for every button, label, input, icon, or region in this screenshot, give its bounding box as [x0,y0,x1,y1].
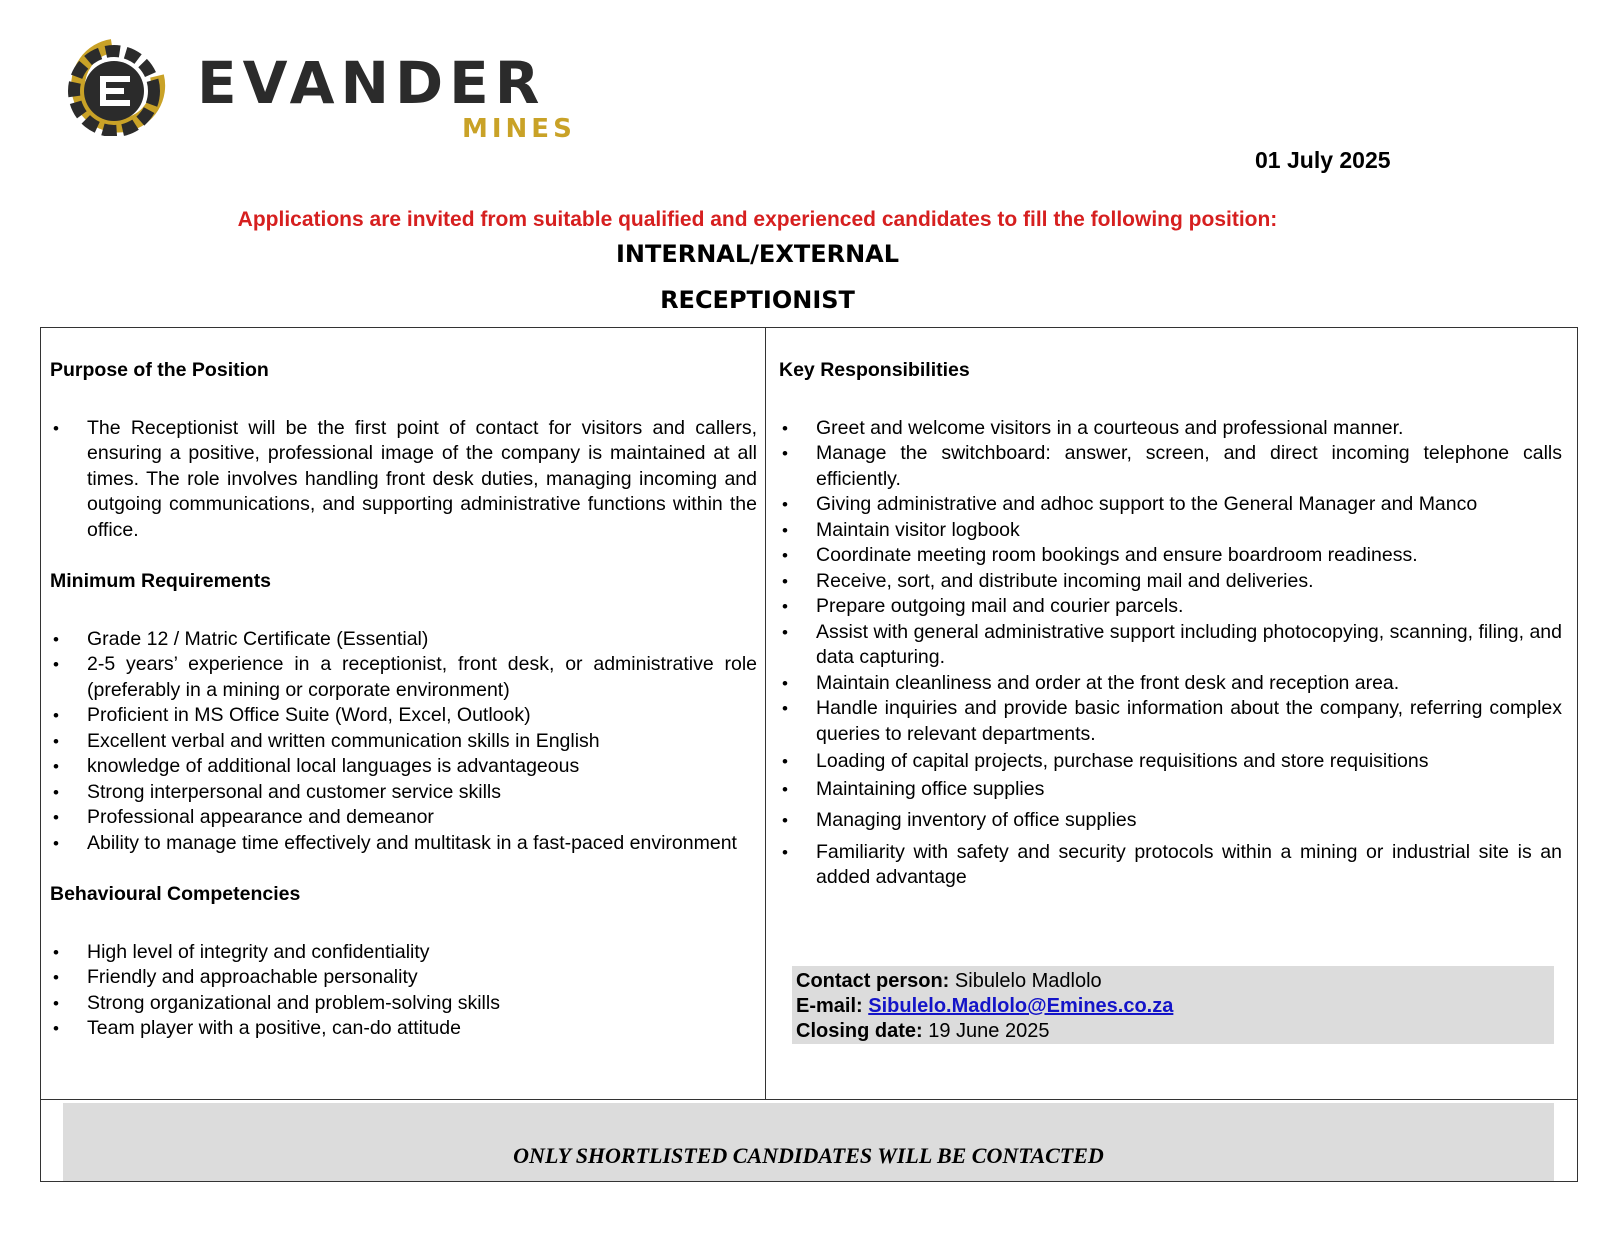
list-item: • Proficient in MS Office Suite (Word, Excel, Outlook) [87,703,757,729]
responsibilities-list [779,416,1562,891]
contact-person-label: Contact person: [796,970,950,992]
right-column [779,358,1562,891]
list-item: • Assist with general administrative support including photocopying, scanning, filing, and data capturing. [816,620,1562,671]
list-item: • Handle inquiries and provide basic information about the company, referring complex queries to relevant departments. [816,696,1562,747]
list-item: • Coordinate meeting room bookings and ensure boardroom readiness. [816,543,1562,569]
contact-person-value: Sibulelo Madlolo [954,970,1102,992]
list-item: • Maintain cleanliness and order at the front desk and reception area. [816,671,1562,697]
list-item: • Prepare outgoing mail and courier parcels. [816,594,1562,620]
list-item: • The Receptionist will be the first point of contact for visitors and callers, ensuring a positive, professional image of the company is maintained at all times. The role involves handling front desk duties, managing incoming and outgoing communications, and supporting administrative functions within the office. [87,416,757,544]
list-item: • Strong organizational and problem-solving skills [87,991,757,1017]
closing-date-row [796,1019,1550,1044]
invitation-line: Applications are invited from suitable qualified and experienced candidates to fill the following position: [237,208,1278,231]
list-item: • Maintaining office supplies [816,777,1562,803]
list-item: • Professional appearance and demeanor [87,805,757,831]
list-item: • Strong interpersonal and customer service skills [87,780,757,806]
competencies-list [50,940,757,1042]
email-link[interactable]: Sibulelo.Madlolo@Emines.co.za [868,995,1174,1017]
list-item: • Ability to manage time effectively and multitask in a fast-paced environment [87,831,757,857]
list-item: • Excellent verbal and written communication skills in English [87,729,757,755]
posting-date: 01 July 2025 [1255,147,1391,173]
shortlist-notice: ONLY SHORTLISTED CANDIDATES WILL BE CONTACTED [513,1143,1104,1168]
list-item: • Grade 12 / Matric Certificate (Essential) [87,627,757,653]
contact-person-row [796,969,1550,994]
position-type: INTERNAL/EXTERNAL [615,240,900,268]
list-item: • Manage the switchboard: answer, screen, and direct incoming telephone calls efficiently. [816,441,1562,492]
requirements-heading: Minimum Requirements [50,570,272,592]
left-column [50,358,757,1042]
position-title: RECEPTIONIST [660,286,855,314]
logo-subtitle: MINES [462,114,576,144]
list-item: • Loading of capital projects, purchase requisitions and store requisitions [816,749,1562,775]
list-item: • knowledge of additional local languages is advantageous [87,754,757,780]
closing-date-value: 19 June 2025 [928,1020,1050,1042]
list-item: • High level of integrity and confidentiality [87,940,757,966]
company-logo [52,36,612,146]
responsibilities-heading: Key Responsibilities [779,359,970,381]
logo-wordmark: EVANDER [197,49,546,117]
list-item: • Managing inventory of office supplies [816,808,1562,834]
list-item: • 2-5 years’ experience in a receptionist, front desk, or administrative role (preferably in a mining or corporate environment) [87,652,757,703]
footer-banner [63,1103,1554,1181]
list-item: • Team player with a positive, can-do attitude [87,1016,757,1042]
closing-date-label: Closing date: [796,1020,923,1042]
list-item: • Maintain visitor logbook [816,518,1562,544]
list-item: • Friendly and approachable personality [87,965,757,991]
purpose-heading: Purpose of the Position [50,359,269,381]
list-item: • Giving administrative and adhoc support to the General Manager and Manco [816,492,1562,518]
competencies-heading: Behavioural Competencies [50,883,301,905]
email-label: E-mail: [796,995,863,1017]
list-item: • Familiarity with safety and security protocols within a mining or industrial site is an added advantage [816,840,1562,891]
purpose-list [50,416,757,544]
requirements-list [50,627,757,857]
email-row [796,994,1550,1019]
gear-e-logo-icon [52,36,192,136]
list-item: • Receive, sort, and distribute incoming mail and deliveries. [816,569,1562,595]
footer-divider [40,1099,1578,1100]
contact-box [792,966,1554,1044]
list-item: • Greet and welcome visitors in a courteous and professional manner. [816,416,1562,442]
column-divider [765,327,766,1100]
